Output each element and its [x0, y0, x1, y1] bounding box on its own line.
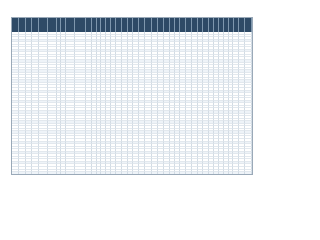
column-header[interactable] — [19, 18, 26, 32]
table-body — [12, 32, 252, 175]
table-cell — [145, 172, 152, 175]
table-cell — [32, 172, 39, 175]
table-cell — [66, 172, 75, 175]
page-title — [11, 10, 121, 14]
table-header-row — [12, 18, 252, 32]
table-cell — [19, 172, 26, 175]
table-cell — [48, 172, 57, 175]
table-cell — [245, 172, 252, 175]
column-header[interactable] — [75, 18, 86, 32]
column-header[interactable] — [12, 18, 19, 32]
table-cell — [158, 172, 165, 175]
column-header[interactable] — [66, 18, 75, 32]
data-table — [11, 17, 253, 175]
column-header[interactable] — [245, 18, 252, 32]
column-header[interactable] — [158, 18, 165, 32]
column-header[interactable] — [48, 18, 57, 32]
table-cell — [39, 172, 48, 175]
column-header[interactable] — [145, 18, 152, 32]
column-header[interactable] — [26, 18, 33, 32]
table-cell — [12, 172, 19, 175]
table-row — [12, 172, 252, 175]
table-cell — [75, 172, 86, 175]
table-cell — [26, 172, 33, 175]
column-header[interactable] — [39, 18, 48, 32]
column-header[interactable] — [32, 18, 39, 32]
